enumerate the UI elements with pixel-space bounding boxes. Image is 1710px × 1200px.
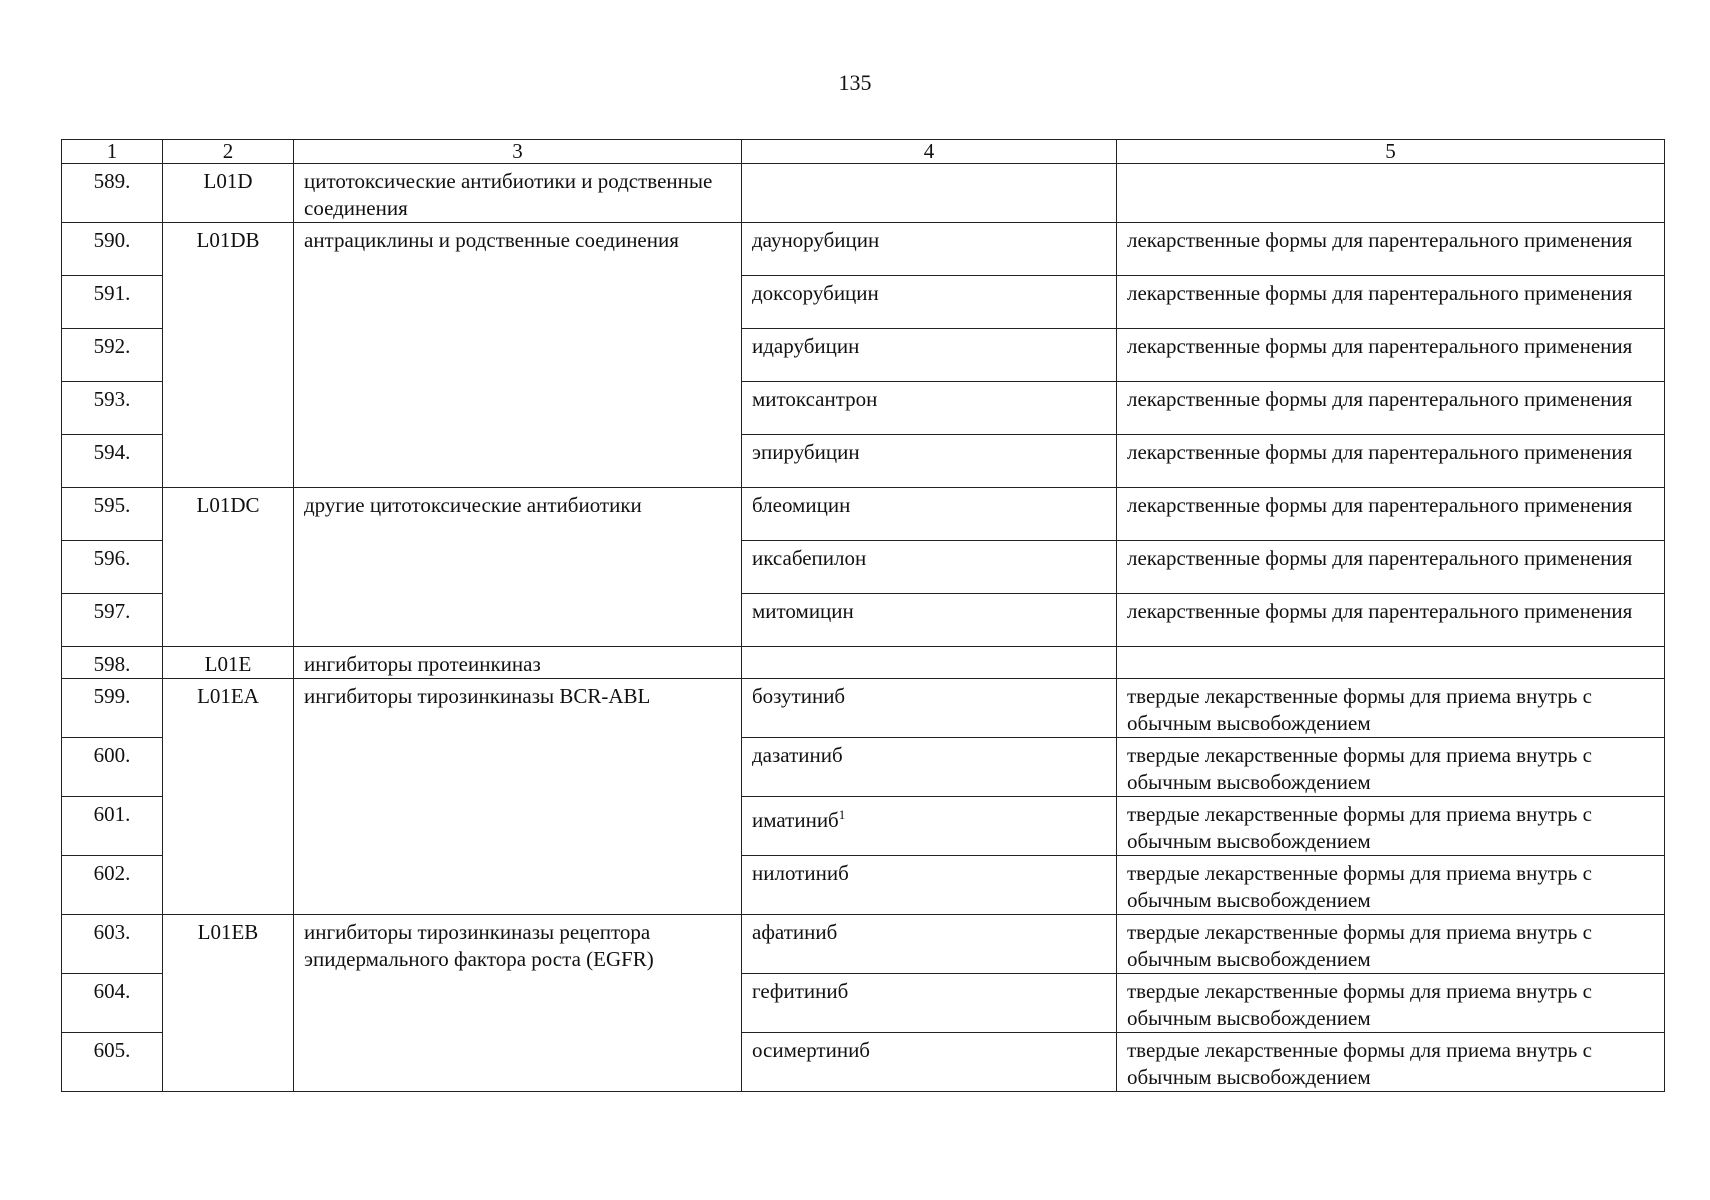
row-number-cell: 595. [62, 488, 163, 541]
drug-name: дазатиниб [752, 743, 843, 767]
drug-name-cell [742, 797, 1117, 856]
row-number-cell: 599. [62, 679, 163, 738]
atc-code-cell: L01EB [163, 915, 294, 1092]
drug-name: идарубицин [752, 334, 860, 358]
drug-name-cell [742, 435, 1117, 488]
drug-name-cell [742, 738, 1117, 797]
table-header-row [62, 140, 1665, 164]
table-row [62, 488, 1665, 541]
row-number-cell: 593. [62, 382, 163, 435]
row-number-cell: 591. [62, 276, 163, 329]
atc-code-cell: L01DB [163, 223, 294, 488]
atc-code-cell: L01E [163, 647, 294, 679]
dosage-form-cell: лекарственные формы для парентерального применения [1117, 435, 1665, 488]
drug-name: блеомицин [752, 493, 851, 517]
drug-name: иксабепилон [752, 546, 867, 570]
row-number-cell: 604. [62, 974, 163, 1033]
atc-group-description-cell: ингибиторы тирозинкиназы рецептора эпидермального фактора роста (EGFR) [294, 915, 742, 1092]
drug-name-cell [742, 223, 1117, 276]
dosage-form-cell: твердые лекарственные формы для приема внутрь с обычным высвобождением [1117, 738, 1665, 797]
drug-name: гефитиниб [752, 979, 849, 1003]
table-row [62, 647, 1665, 679]
table-row [62, 164, 1665, 223]
drug-name-cell [742, 488, 1117, 541]
row-number-cell: 603. [62, 915, 163, 974]
row-number-cell: 601. [62, 797, 163, 856]
drug-name: нилотиниб [752, 861, 849, 885]
drug-name-cell [742, 329, 1117, 382]
atc-group-description-cell: ингибиторы тирозинкиназы BCR-ABL [294, 679, 742, 915]
drug-name-cell [742, 594, 1117, 647]
drug-name-cell [742, 1033, 1117, 1092]
atc-group-description-cell: другие цитотоксические антибиотики [294, 488, 742, 647]
drug-name: даунорубицин [752, 228, 880, 252]
dosage-form-cell: твердые лекарственные формы для приема внутрь с обычным высвобождением [1117, 856, 1665, 915]
drug-name-cell [742, 974, 1117, 1033]
atc-code-cell: L01D [163, 164, 294, 223]
column-header: 3 [294, 140, 742, 164]
footnote-marker: 1 [838, 807, 846, 822]
column-header: 1 [62, 140, 163, 164]
row-number-cell: 590. [62, 223, 163, 276]
dosage-form-cell: лекарственные формы для парентерального применения [1117, 223, 1665, 276]
dosage-form-cell [1117, 164, 1665, 223]
dosage-form-cell [1117, 647, 1665, 679]
drug-name-cell [742, 382, 1117, 435]
column-header: 4 [742, 140, 1117, 164]
row-number-cell: 605. [62, 1033, 163, 1092]
drug-name: митоксантрон [752, 387, 878, 411]
table-row [62, 915, 1665, 974]
atc-group-description-cell: ингибиторы протеинкиназ [294, 647, 742, 679]
row-number-cell: 596. [62, 541, 163, 594]
drug-name: афатиниб [752, 920, 838, 944]
dosage-form-cell: лекарственные формы для парентерального применения [1117, 382, 1665, 435]
drug-name-cell [742, 915, 1117, 974]
row-number-cell: 589. [62, 164, 163, 223]
drug-name-cell [742, 276, 1117, 329]
dosage-form-cell: твердые лекарственные формы для приема внутрь с обычным высвобождением [1117, 797, 1665, 856]
drug-name: бозутиниб [752, 684, 846, 708]
dosage-form-cell: твердые лекарственные формы для приема внутрь с обычным высвобождением [1117, 679, 1665, 738]
table-row [62, 223, 1665, 276]
atc-code-cell: L01EA [163, 679, 294, 915]
dosage-form-cell: твердые лекарственные формы для приема внутрь с обычным высвобождением [1117, 974, 1665, 1033]
dosage-form-cell: лекарственные формы для парентерального применения [1117, 594, 1665, 647]
dosage-form-cell: лекарственные формы для парентерального применения [1117, 329, 1665, 382]
row-number-cell: 600. [62, 738, 163, 797]
drug-name-cell [742, 541, 1117, 594]
table-row [62, 679, 1665, 738]
row-number-cell: 594. [62, 435, 163, 488]
column-header: 2 [163, 140, 294, 164]
row-number-cell: 592. [62, 329, 163, 382]
drug-name: эпирубицин [752, 440, 860, 464]
page-number: 135 [838, 70, 872, 95]
drug-table [61, 139, 1665, 1092]
drug-name-cell [742, 647, 1117, 679]
atc-group-description-cell: цитотоксические антибиотики и родственные соединения [294, 164, 742, 223]
row-number-cell: 602. [62, 856, 163, 915]
drug-name-cell [742, 164, 1117, 223]
column-header: 5 [1117, 140, 1665, 164]
dosage-form-cell: лекарственные формы для парентерального применения [1117, 541, 1665, 594]
atc-code-cell: L01DC [163, 488, 294, 647]
dosage-form-cell: твердые лекарственные формы для приема внутрь с обычным высвобождением [1117, 915, 1665, 974]
drug-name-cell [742, 856, 1117, 915]
row-number-cell: 597. [62, 594, 163, 647]
atc-group-description-cell: антрациклины и родственные соединения [294, 223, 742, 488]
dosage-form-cell: лекарственные формы для парентерального применения [1117, 276, 1665, 329]
drug-name: иматиниб [752, 808, 839, 832]
drug-name-cell [742, 679, 1117, 738]
dosage-form-cell: твердые лекарственные формы для приема внутрь с обычным высвобождением [1117, 1033, 1665, 1092]
row-number-cell: 598. [62, 647, 163, 679]
drug-name: осимертиниб [752, 1038, 870, 1062]
dosage-form-cell: лекарственные формы для парентерального применения [1117, 488, 1665, 541]
drug-name: митомицин [752, 599, 854, 623]
drug-name: доксорубицин [752, 281, 879, 305]
